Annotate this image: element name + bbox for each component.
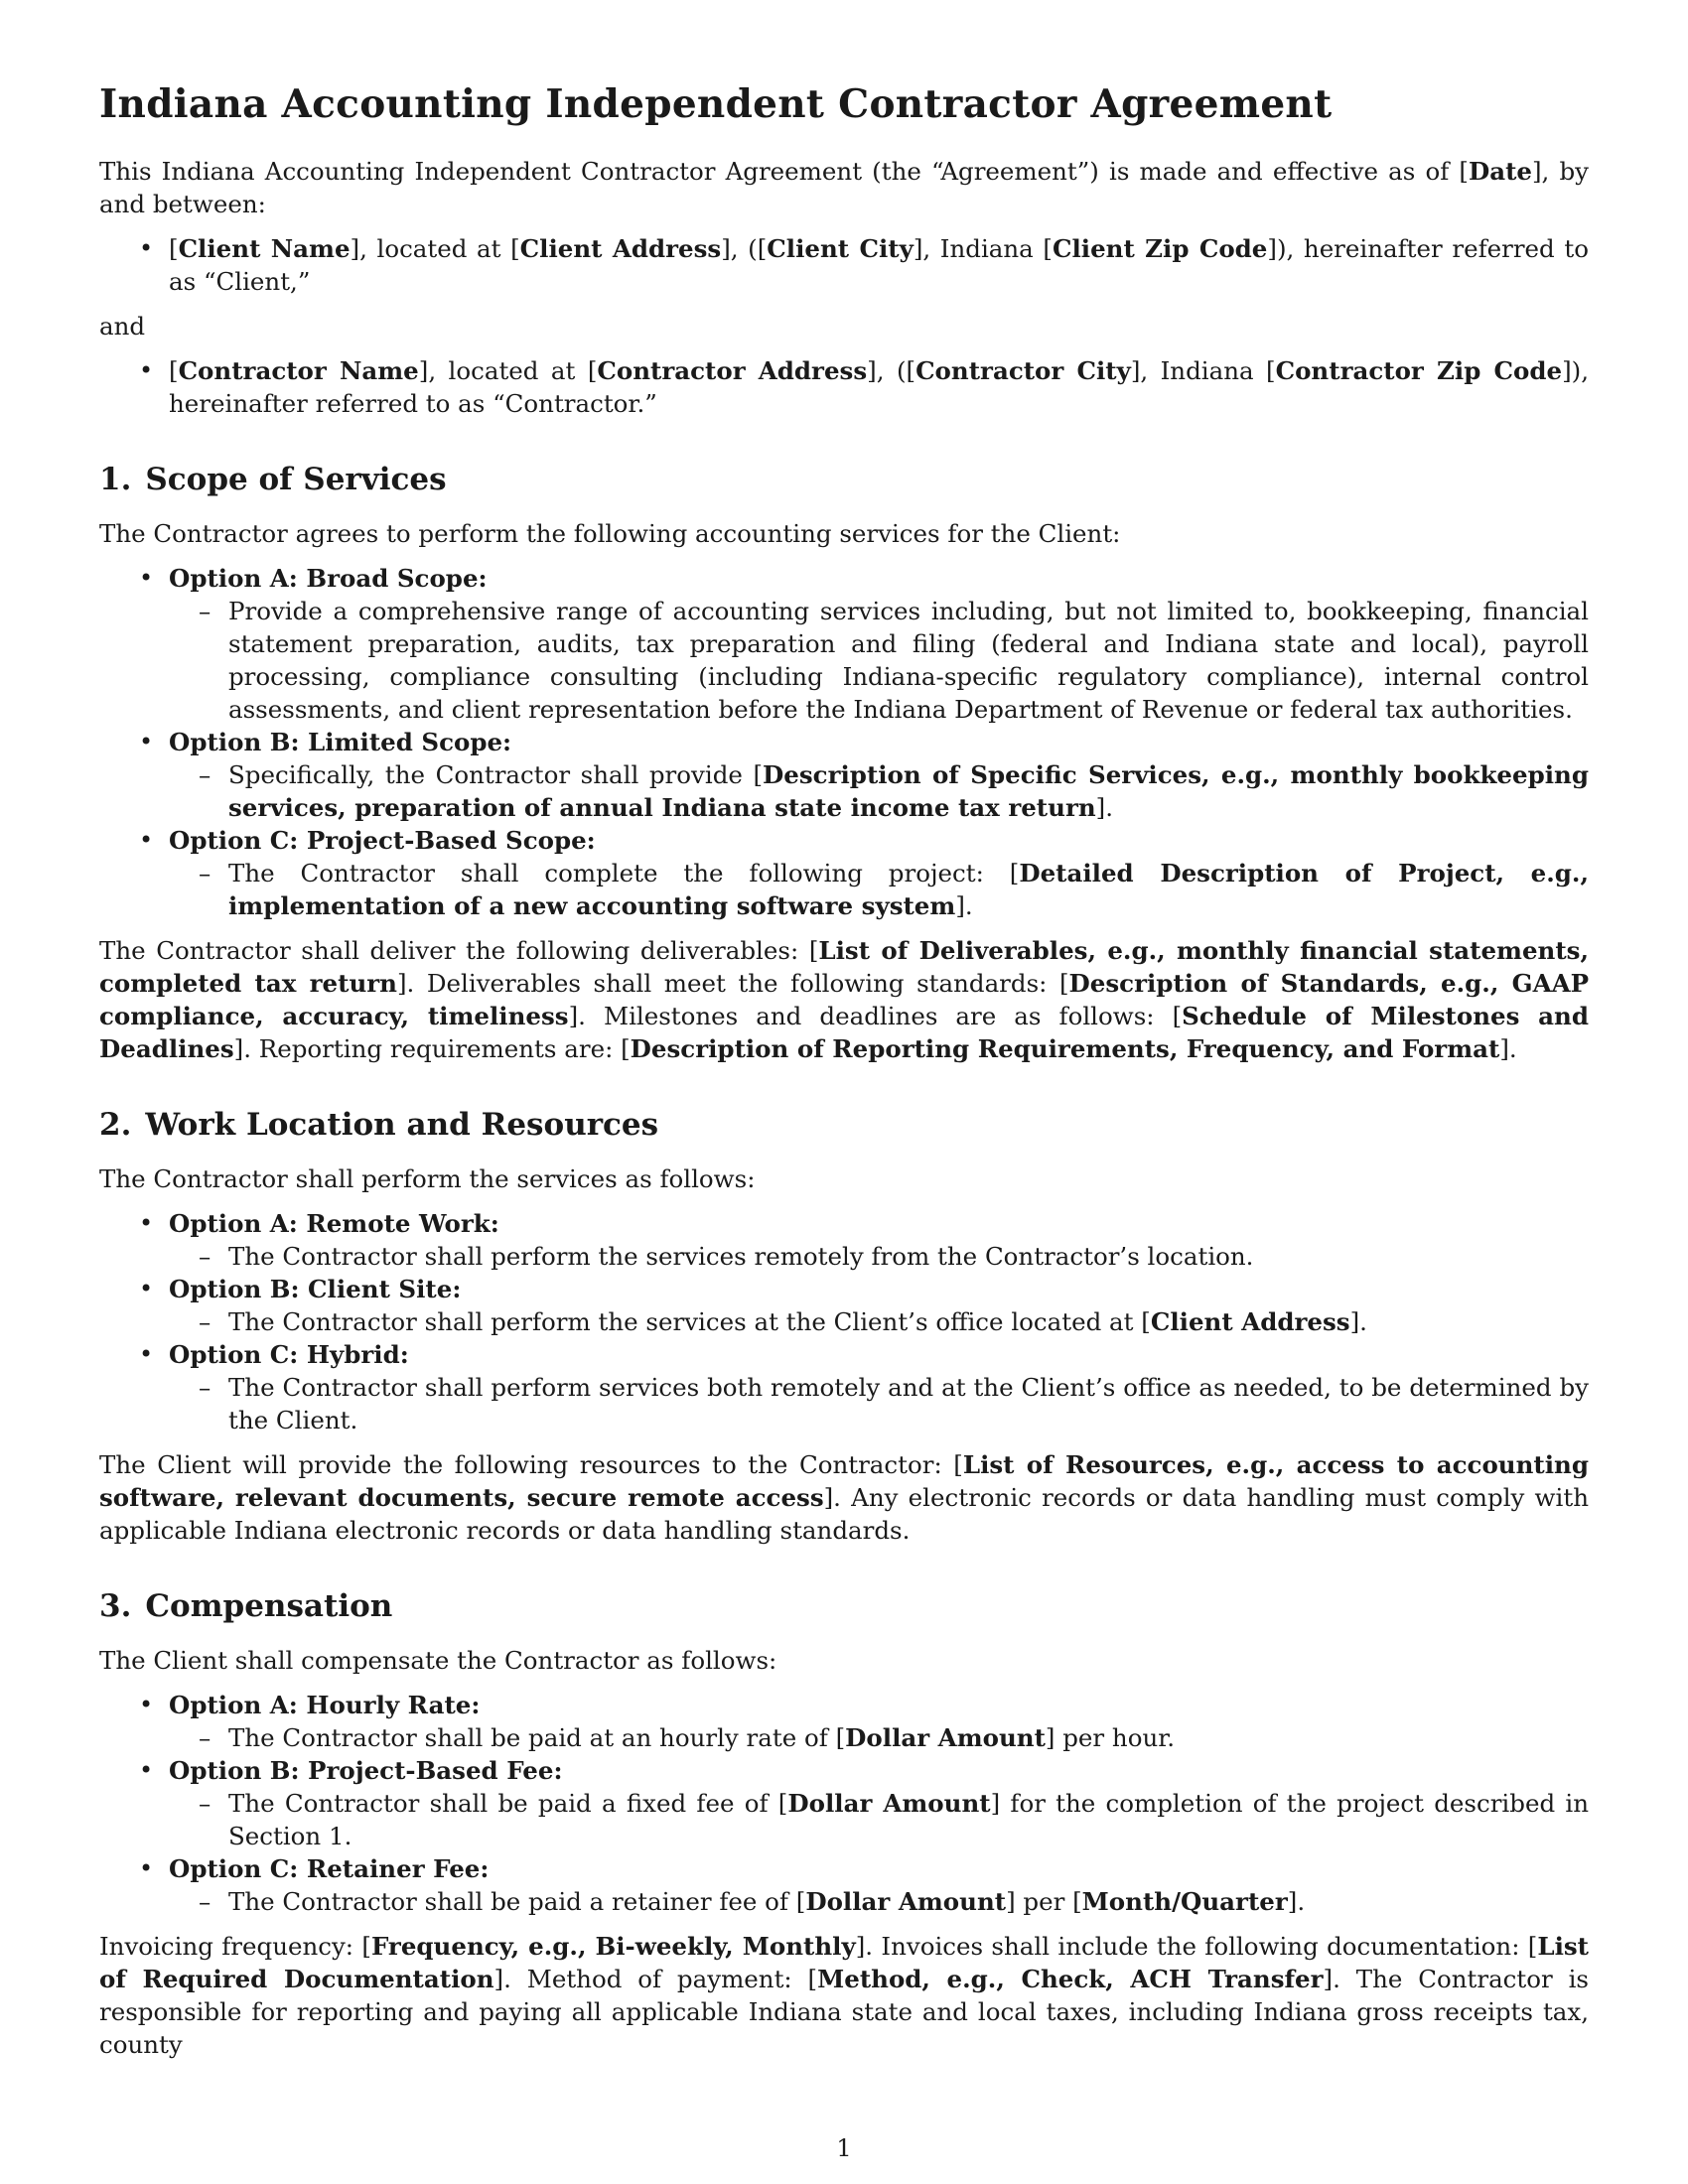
scope-intro: The Contractor agrees to perform the following accounting services for the Client: <box>99 519 1121 548</box>
work-location-options <box>99 1207 1589 1436</box>
list-item: – The Contractor shall be paid a retainer fee of [Dollar Amount] per [Month/Quarter]. <box>169 1885 1589 1918</box>
section-heading-scope: 1. Scope of Services <box>99 462 447 497</box>
list-item: • Option C: Hybrid: – The Contractor shall perform services both remotely and at the Client’s office as needed, to be determined by the Client. <box>99 1338 1589 1436</box>
list-item: • Option A: Remote Work: – The Contractor shall perform the services remotely from the Contractor’s location. <box>99 1207 1589 1273</box>
contractor-party-list <box>99 354 1589 420</box>
deliverables-paragraph: The Contractor shall deliver the following deliverables: [List of Deliverables, e.g., monthly financial statements, completed tax return]. Deliverables shall meet the following standards: [Description of Standards, e.g., GAAP compliance, accuracy, timeliness]. Milestones and deadlines are as follows: [Schedule of Milestones and Deadlines]. Reporting requirements are: [Description of Reporting Requirements, Frequency, and Format]. <box>99 936 1590 1063</box>
section-heading-compensation: 3. Compensation <box>99 1588 393 1624</box>
list-item: • Option B: Project-Based Fee: – The Contractor shall be paid a fixed fee of [Dollar Amount] for the completion of the project described in Section 1. <box>99 1754 1589 1852</box>
list-item: – Provide a comprehensive range of accounting services including, but not limited to, bookkeeping, financial statement preparation, audits, tax preparation and filing (federal and Indiana state and local), payroll processing, compliance consulting (including Indiana-specific regulatory compliance), internal control assessments, and client representation before the Indiana Department of Revenue or federal tax authorities. <box>169 595 1589 726</box>
list-item: • Option C: Retainer Fee: – The Contractor shall be paid a retainer fee of [Dollar Amount] per [Month/Quarter]. <box>99 1852 1589 1918</box>
list-item: – The Contractor shall perform the services at the Client’s office located at [Client Address]. <box>169 1305 1589 1338</box>
list-item: – The Contractor shall perform the services remotely from the Contractor’s location. <box>169 1240 1589 1273</box>
list-item: – The Contractor shall perform services both remotely and at the Client’s office as needed, to be determined by the Client. <box>169 1371 1589 1436</box>
date-placeholder: Date <box>1468 157 1532 186</box>
contractor-party: • [Contractor Name], located at [Contractor Address], ([Contractor City], Indiana [Contractor Zip Code]), hereinafter referred to as “Contractor.” <box>99 354 1589 420</box>
work-location-intro: The Contractor shall perform the services as follows: <box>99 1164 756 1193</box>
list-item: • Option A: Broad Scope: – Provide a comprehensive range of accounting services including, but not limited to, bookkeeping, financial statement preparation, audits, tax preparation and filing (federal and Indiana state and local), payroll processing, compliance consulting (including Indiana-specific regulatory compliance), internal control assessments, and client representation before the Indiana Department of Revenue or federal tax authorities. <box>99 562 1589 726</box>
section-heading-work-location: 2. Work Location and Resources <box>99 1107 659 1143</box>
scope-options <box>99 562 1589 922</box>
document-page <box>99 81 1589 2061</box>
client-party-list <box>99 232 1589 298</box>
list-item: – The Contractor shall complete the following project: [Detailed Description of Project, e.g., implementation of a new accounting software system]. <box>169 857 1589 922</box>
list-item: – The Contractor shall be paid at an hourly rate of [Dollar Amount] per hour. <box>169 1721 1589 1754</box>
list-item: • Option B: Limited Scope: – Specifically, the Contractor shall provide [Description of Specific Services, e.g., monthly bookkeeping services, preparation of annual Indiana state income tax return]. <box>99 726 1589 824</box>
compensation-intro: The Client shall compensate the Contractor as follows: <box>99 1646 777 1675</box>
page-number: 1 <box>836 2134 852 2162</box>
compensation-options <box>99 1689 1589 1918</box>
client-party: • [Client Name], located at [Client Address], ([Client City], Indiana [Client Zip Code]), hereinafter referred to as “Client,” <box>99 232 1589 298</box>
and-connector: and <box>99 312 146 341</box>
list-item: • Option A: Hourly Rate: – The Contractor shall be paid at an hourly rate of [Dollar Amount] per hour. <box>99 1689 1589 1754</box>
list-item: • Option C: Project-Based Scope: – The Contractor shall complete the following project: [Detailed Description of Project, e.g., implementation of a new accounting software system]. <box>99 824 1589 922</box>
invoicing-paragraph: Invoicing frequency: [Frequency, e.g., Bi-weekly, Monthly]. Invoices shall include the following documentation: [List of Required Documentation]. Method of payment: [Method, e.g., Check, ACH Transfer]. The Contractor is responsible for reporting and paying all applicable Indiana state and local taxes, including Indiana gross receipts tax, county <box>99 1932 1590 2059</box>
list-item: – The Contractor shall be paid a fixed fee of [Dollar Amount] for the completion of the project described in Section 1. <box>169 1787 1589 1852</box>
intro-paragraph: This Indiana Accounting Independent Contractor Agreement (the “Agreement”) is made and effective as of [Date], by and between: <box>99 157 1589 218</box>
resources-paragraph: The Client will provide the following resources to the Contractor: [List of Resources, e.g., access to accounting software, relevant documents, secure remote access]. Any electronic records or data handling must comply with applicable Indiana electronic records or data handling standards. <box>99 1450 1589 1545</box>
document-title: Indiana Accounting Independent Contractor Agreement <box>99 81 1333 127</box>
list-item: – Specifically, the Contractor shall provide [Description of Specific Services, e.g., monthly bookkeeping services, preparation of annual Indiana state income tax return]. <box>169 758 1589 824</box>
list-item: • Option B: Client Site: – The Contractor shall perform the services at the Client’s office located at [Client Address]. <box>99 1273 1589 1338</box>
